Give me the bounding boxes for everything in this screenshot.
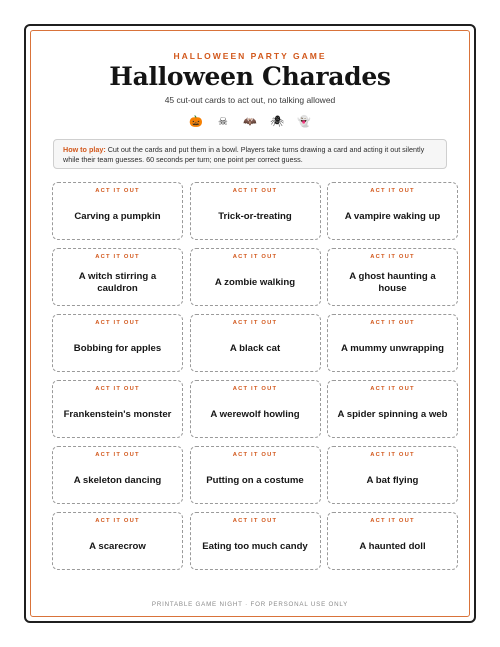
card-tag: ACT IT OUT — [95, 386, 140, 392]
printable-sheet — [24, 24, 476, 623]
charade-card — [52, 248, 183, 306]
charade-card — [52, 182, 183, 240]
pumpkin-icon: 🎃 — [189, 116, 203, 128]
card-phrase: Carving a pumpkin — [74, 211, 161, 222]
card-phrase: A witch stirring a cauldron — [78, 271, 157, 294]
charade-card — [52, 446, 183, 504]
spider-icon: 🕷 — [270, 116, 285, 128]
charade-card — [190, 512, 321, 570]
charade-card — [327, 248, 458, 306]
icon-row — [31, 115, 469, 129]
card-phrase: Bobbing for apples — [73, 343, 162, 354]
how-to-play-text: Cut out the cards and put them in a bowl. Players take turns drawing a card and acting it out silently while their team guesses. 60 seconds per turn; one point per correct guess. — [63, 145, 425, 164]
charade-card — [52, 512, 183, 570]
charade-card — [327, 446, 458, 504]
card-tag: ACT IT OUT — [370, 518, 415, 524]
card-phrase: Putting on a costume — [206, 475, 304, 486]
card-phrase: A mummy unwrapping — [340, 343, 445, 354]
card-tag: ACT IT OUT — [370, 188, 415, 194]
card-phrase: A haunted doll — [359, 541, 426, 552]
charade-card — [190, 248, 321, 306]
card-tag: ACT IT OUT — [95, 188, 140, 194]
charade-card — [327, 182, 458, 240]
card-phrase: Trick-or-treating — [218, 211, 292, 222]
card-phrase: Eating too much candy — [202, 541, 308, 552]
card-phrase: A skeleton dancing — [73, 475, 162, 486]
card-phrase: A ghost haunting a house — [349, 271, 436, 294]
card-grid — [52, 182, 458, 570]
charade-card — [327, 512, 458, 570]
charade-card — [327, 314, 458, 372]
charade-card — [52, 380, 183, 438]
card-tag: ACT IT OUT — [370, 320, 415, 326]
charade-card — [190, 380, 321, 438]
card-phrase: A black cat — [229, 343, 281, 354]
skull-crossbones-icon: ☠ — [218, 116, 228, 128]
charade-card — [190, 182, 321, 240]
card-phrase: A vampire waking up — [344, 211, 441, 222]
card-tag: ACT IT OUT — [95, 254, 140, 260]
charade-card — [190, 314, 321, 372]
bat-icon: 🦇 — [243, 116, 257, 128]
page-title: Halloween Charades — [109, 62, 391, 91]
card-tag: ACT IT OUT — [232, 188, 278, 194]
card-tag: ACT IT OUT — [95, 452, 140, 458]
card-phrase: Frankenstein's monster — [63, 409, 172, 420]
card-phrase: A bat flying — [366, 475, 419, 486]
sheet-inner-border — [30, 30, 470, 617]
page-subtitle: 45 cut-out cards to act out, no talking allowed — [164, 95, 336, 105]
card-tag: ACT IT OUT — [370, 254, 415, 260]
charade-card — [190, 446, 321, 504]
how-to-play-box — [53, 139, 447, 169]
card-tag: ACT IT OUT — [370, 386, 415, 392]
card-tag: ACT IT OUT — [232, 518, 278, 524]
card-phrase: A scarecrow — [89, 541, 146, 552]
card-phrase: A werewolf howling — [210, 409, 300, 420]
footer-note: PRINTABLE GAME NIGHT · FOR PERSONAL USE ONLY — [151, 601, 349, 608]
card-tag: ACT IT OUT — [232, 254, 278, 260]
charade-card — [327, 380, 458, 438]
charade-card — [52, 314, 183, 372]
card-tag: ACT IT OUT — [95, 518, 140, 524]
card-tag: ACT IT OUT — [232, 452, 278, 458]
ghost-icon: 👻 — [297, 116, 311, 128]
kicker-label: HALLOWEEN PARTY GAME — [173, 51, 327, 61]
card-tag: ACT IT OUT — [95, 320, 140, 326]
card-tag: ACT IT OUT — [232, 320, 278, 326]
card-tag: ACT IT OUT — [370, 452, 415, 458]
card-phrase: A zombie walking — [214, 277, 296, 288]
how-to-play-label: How to play: — [63, 145, 106, 154]
card-tag: ACT IT OUT — [232, 386, 278, 392]
card-phrase: A spider spinning a web — [337, 409, 448, 420]
